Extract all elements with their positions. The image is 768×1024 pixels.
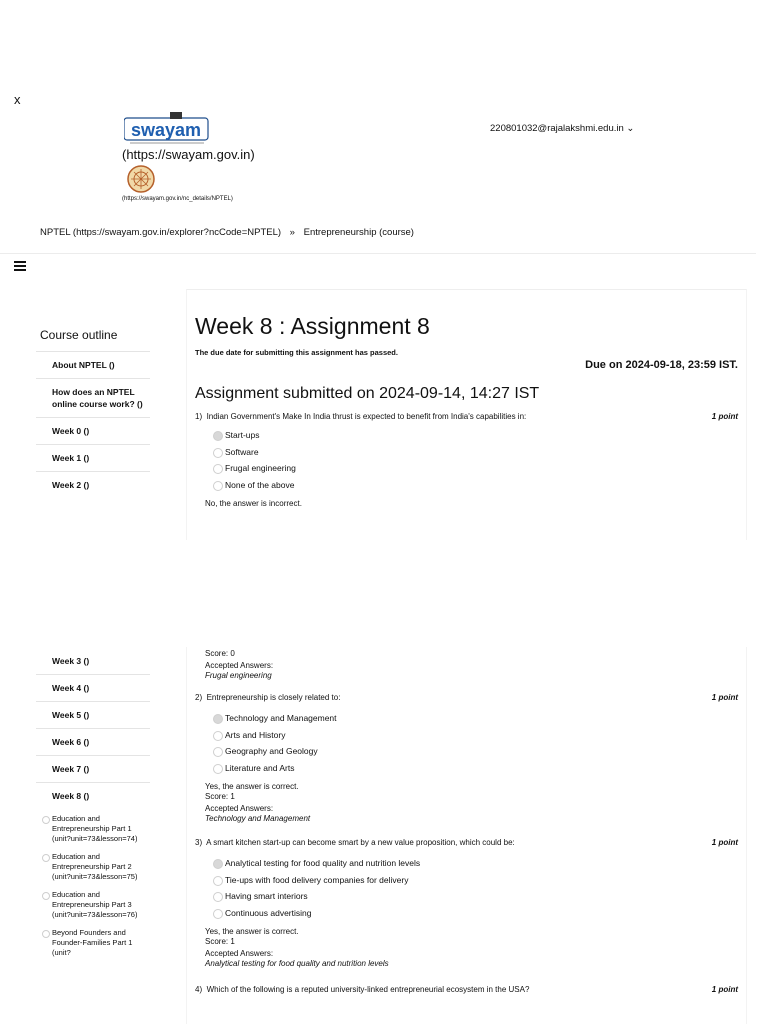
sidebar-item-week-8[interactable]: Week 8 () — [52, 791, 90, 801]
radio-option[interactable]: None of the above — [225, 477, 746, 494]
svg-text:swayam: swayam — [130, 120, 202, 140]
question-number: 4) — [195, 985, 203, 994]
accepted-answer: Technology and Management — [205, 814, 311, 823]
due-date: Due on 2024-09-18, 23:59 IST. — [585, 359, 738, 371]
question-points: 1 point — [711, 985, 738, 994]
radio-option[interactable]: Start-ups — [225, 427, 746, 444]
radio-option[interactable]: Frugal engineering — [225, 460, 746, 477]
sidebar-item-week-0[interactable]: Week 0 () — [36, 418, 150, 445]
radio-option[interactable]: Analytical testing for food quality and nutrition levels — [225, 855, 746, 872]
sidebar-lesson-link[interactable]: Education and Entrepreneurship Part 3 (unit?unit=73&lesson=76) — [36, 885, 150, 923]
question-number: 1) — [195, 412, 203, 421]
course-outline-continued — [36, 648, 150, 961]
answer-feedback: Yes, the answer is correct. — [205, 927, 299, 936]
radio-option[interactable]: Arts and History — [225, 727, 746, 744]
accepted-answer: Frugal engineering — [205, 671, 272, 680]
radio-option[interactable]: Having smart interiors — [225, 888, 746, 905]
sidebar-item-week-3[interactable]: Week 3 () — [36, 648, 150, 675]
swayam-logo[interactable] — [124, 112, 210, 146]
breadcrumb-course-link[interactable]: Entrepreneurship (course) — [303, 227, 414, 238]
sidebar-item-about[interactable]: About NPTEL () — [36, 352, 150, 379]
assignment-title: Week 8 : Assignment 8 — [195, 313, 430, 339]
radio-option[interactable]: Tie-ups with food delivery companies for delivery — [225, 872, 746, 889]
question-number: 3) — [195, 838, 203, 847]
radio-option[interactable]: Technology and Management — [225, 710, 746, 727]
sidebar-lesson-link[interactable]: Beyond Founders and Founder-Families Part 1 (unit? — [36, 923, 150, 961]
submission-status: Assignment submitted on 2024-09-14, 14:27 IST — [195, 385, 540, 402]
chevron-down-icon: ⌄ — [626, 123, 635, 134]
sidebar-lesson-link[interactable]: Education and Entrepreneurship Part 2 (unit?unit=73&lesson=75) — [36, 847, 150, 885]
due-passed-notice: The due date for submitting this assignment has passed. — [195, 348, 398, 357]
radio-option[interactable]: Continuous advertising — [225, 905, 746, 922]
close-button[interactable]: x — [14, 92, 21, 107]
user-menu[interactable] — [490, 123, 634, 134]
breadcrumb-nptel-link[interactable]: NPTEL (https://swayam.gov.in/explorer?ncCode=NPTEL) — [40, 227, 282, 238]
header-divider — [0, 253, 756, 254]
sidebar-item-week-5[interactable]: Week 5 () — [36, 702, 150, 729]
radio-option[interactable]: Literature and Arts — [225, 760, 746, 777]
question-2 — [195, 693, 738, 702]
breadcrumb — [40, 227, 414, 238]
question-text: Indian Government's Make In India thrust is expected to benefit from India's capabilities in: — [206, 412, 527, 421]
question-4 — [195, 985, 738, 994]
assignment-panel — [186, 289, 747, 540]
sidebar-item-week-2[interactable]: Week 2 () — [52, 480, 90, 490]
user-email: 220801032@rajalakshmi.edu.in — [490, 123, 624, 134]
course-outline-title: Course outline — [36, 322, 150, 352]
sidebar-item-week-7[interactable]: Week 7 () — [36, 756, 150, 783]
question-text: Entrepreneurship is closely related to: — [206, 693, 341, 702]
accepted-answers-label: Accepted Answers: — [205, 661, 274, 670]
question-points: 1 point — [711, 693, 738, 702]
nptel-link[interactable]: (https://swayam.gov.in/nc_details/NPTEL) — [122, 196, 233, 202]
question-number: 2) — [195, 693, 203, 702]
question-text: A smart kitchen start-up can become smart by a new value proposition, which could be: — [206, 838, 515, 847]
question-1 — [195, 412, 738, 421]
accepted-answers-label: Accepted Answers: — [205, 949, 274, 958]
swayam-link[interactable]: (https://swayam.gov.in) — [122, 147, 255, 162]
hamburger-menu-icon[interactable] — [14, 261, 26, 273]
question-text: Which of the following is a reputed university-linked entrepreneurial ecosystem in the USA? — [206, 985, 530, 994]
score: Score: 0 — [205, 649, 235, 658]
answer-feedback: Yes, the answer is correct. — [205, 782, 299, 791]
answer-feedback: No, the answer is incorrect. — [205, 499, 302, 508]
question-points: 1 point — [711, 838, 738, 847]
sidebar-item-week-4[interactable]: Week 4 () — [36, 675, 150, 702]
score: Score: 1 — [205, 792, 235, 801]
accepted-answer: Analytical testing for food quality and nutrition levels — [205, 959, 389, 968]
sidebar-lesson-link[interactable]: Education and Entrepreneurship Part 1 (unit?unit=73&lesson=74) — [36, 809, 150, 847]
sidebar-item-week-6[interactable]: Week 6 () — [36, 729, 150, 756]
question-3 — [195, 838, 738, 847]
sidebar-item-how-it-works[interactable]: How does an NPTEL online course work? () — [36, 379, 150, 418]
question-points: 1 point — [711, 412, 738, 421]
score: Score: 1 — [205, 937, 235, 946]
radio-option[interactable]: Software — [225, 444, 746, 461]
nptel-logo[interactable] — [126, 164, 156, 194]
assignment-panel-continued — [186, 647, 747, 1024]
sidebar-item-week-1[interactable]: Week 1 () — [36, 445, 150, 472]
radio-option[interactable]: Geography and Geology — [225, 743, 746, 760]
course-outline — [36, 322, 150, 520]
breadcrumb-separator: » — [289, 227, 295, 238]
accepted-answers-label: Accepted Answers: — [205, 804, 274, 813]
